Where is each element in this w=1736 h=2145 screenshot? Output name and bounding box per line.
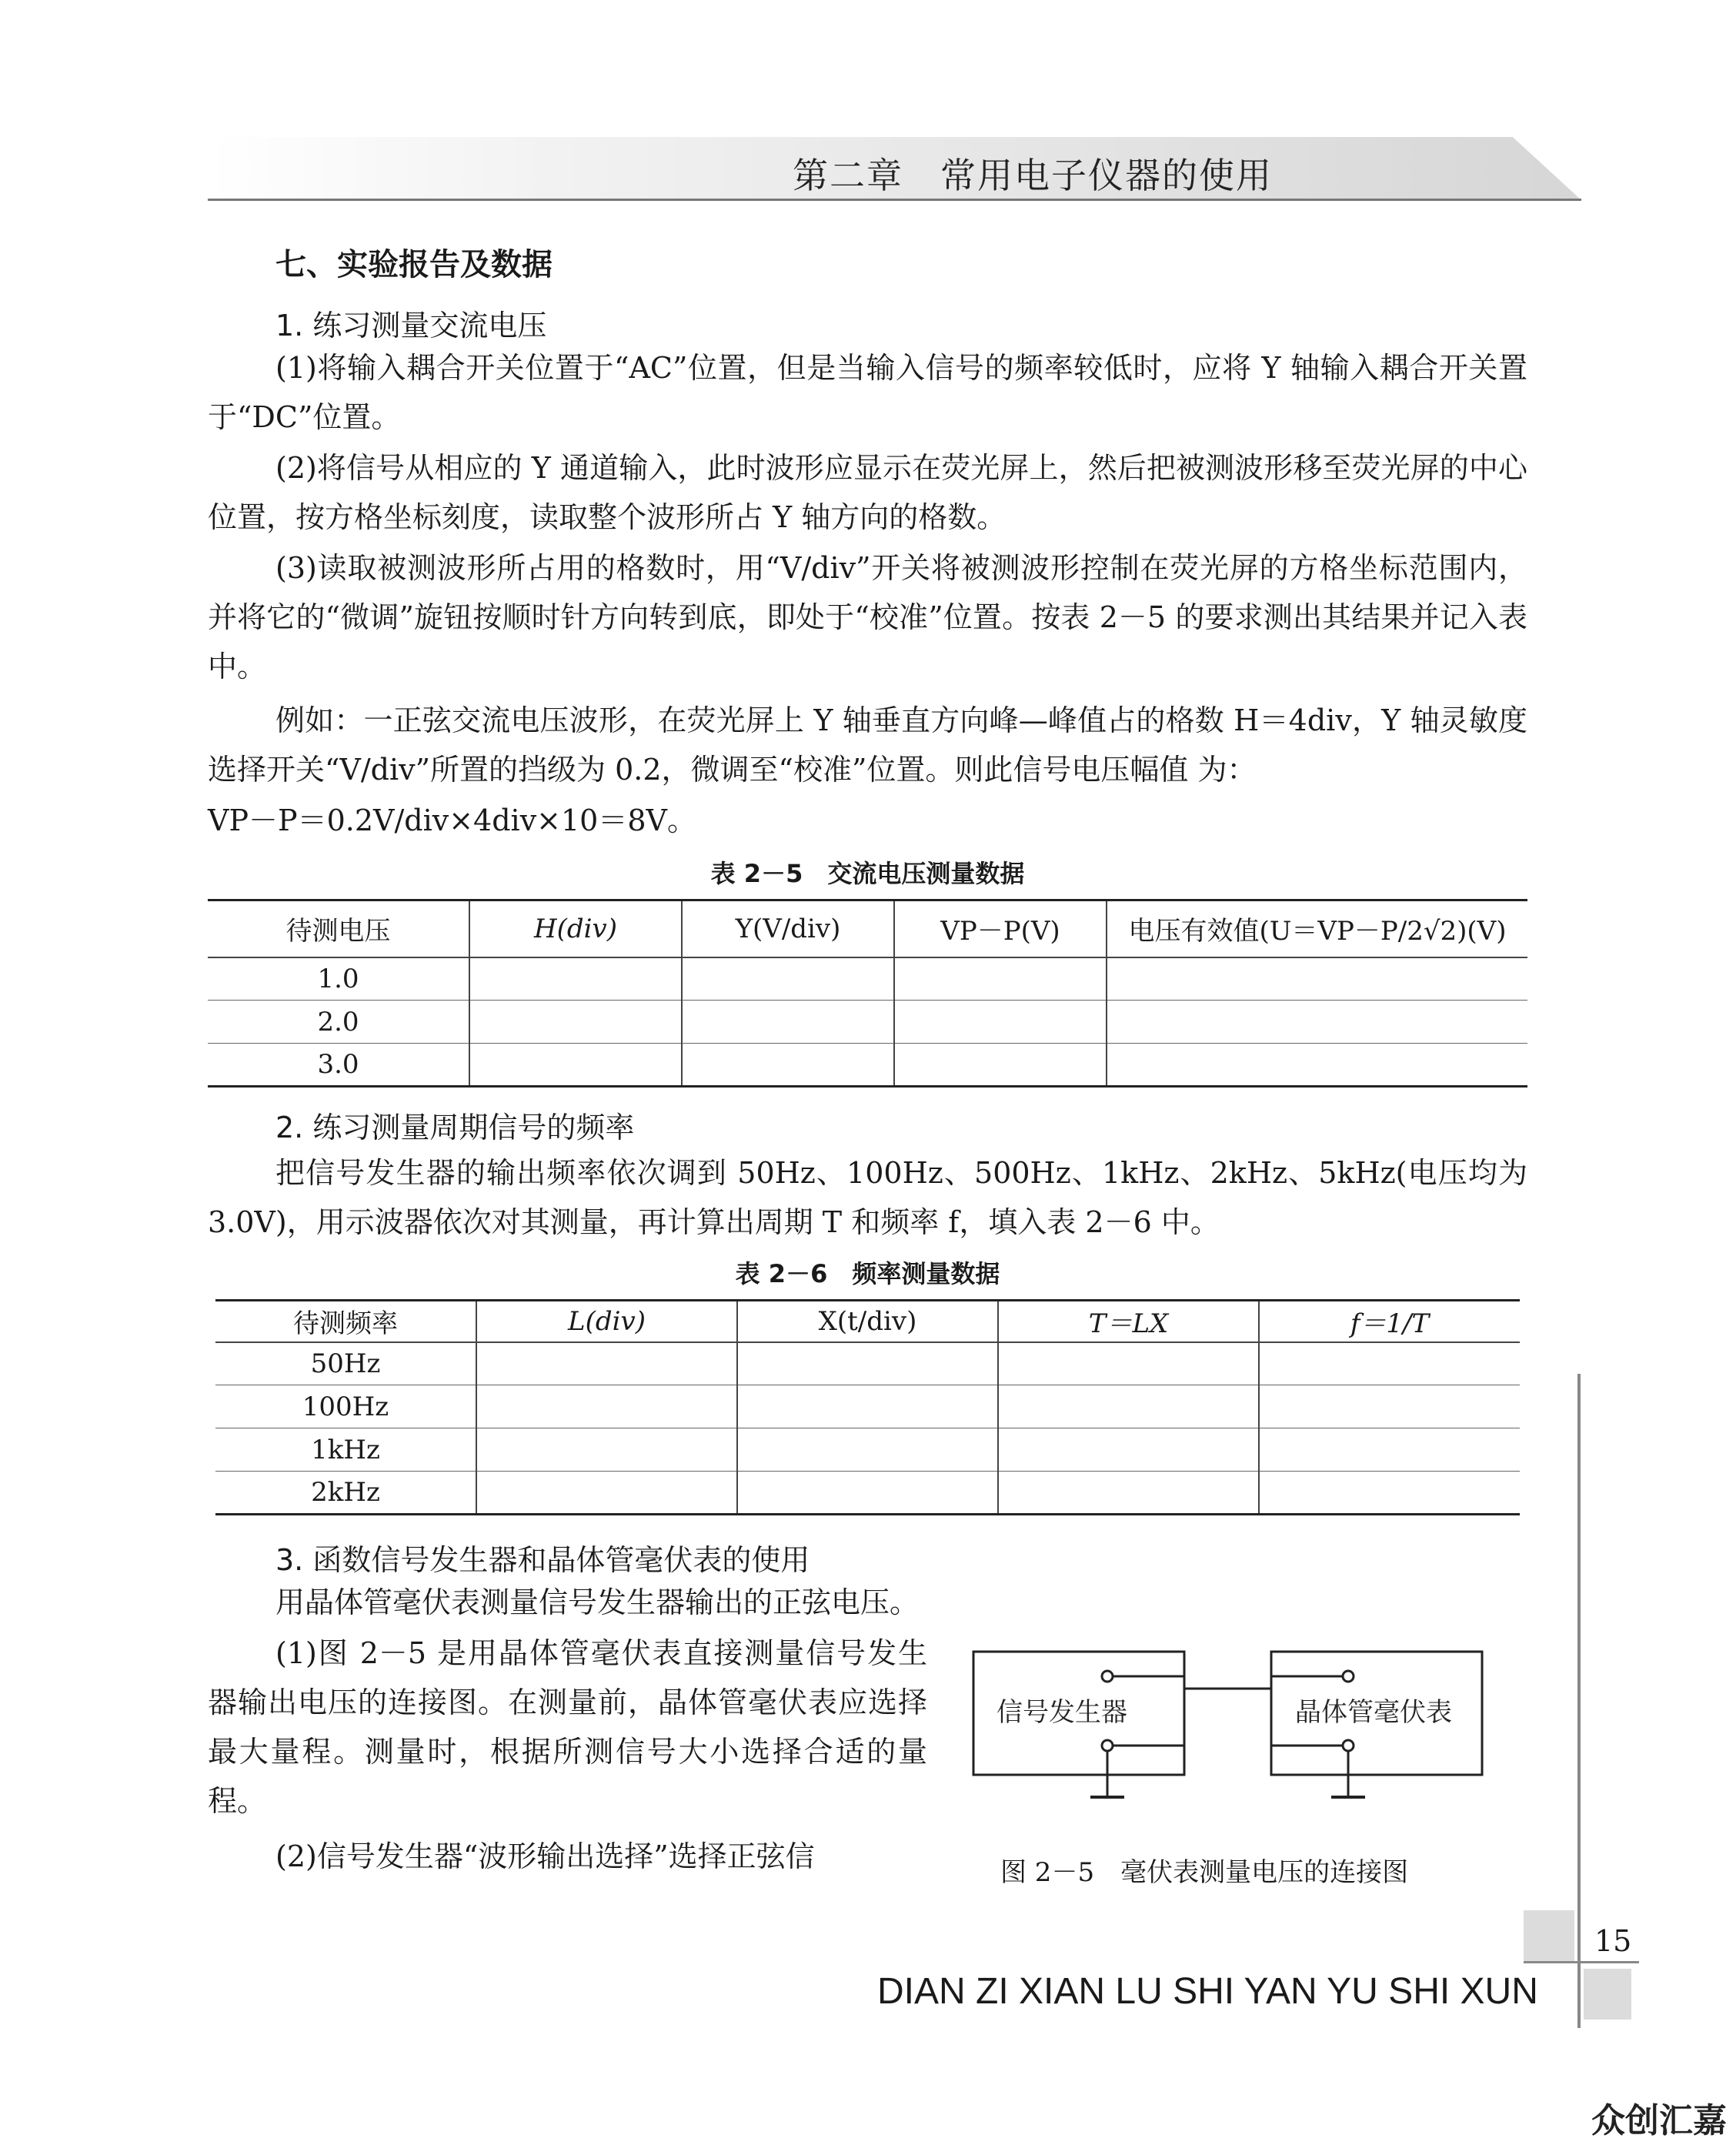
table-cell	[894, 1044, 1107, 1087]
subsection-heading-2: 2. 练习测量周期信号的频率	[275, 1111, 635, 1144]
table-2-6	[215, 1299, 1520, 1515]
table-cell	[476, 1385, 737, 1428]
table-cell	[682, 1001, 894, 1044]
terminal-dot	[1102, 1740, 1113, 1751]
table-2-5	[208, 899, 1527, 1088]
paragraph-2: (2)将信号从相应的 Y 通道输入，此时波形应显示在荧光屏上，然后把被测波形移至荧光屏的中心位置，按方格坐标刻度，读取整个波形所占 Y 轴方向的格数。	[208, 451, 1527, 534]
table-cell	[1107, 1044, 1527, 1087]
terminal-dot	[1343, 1671, 1354, 1682]
table-cell	[476, 1428, 737, 1472]
table-cell	[476, 1342, 737, 1385]
table-cell	[1259, 1428, 1520, 1472]
table-row	[215, 1385, 1520, 1428]
paragraph-3: (3)读取被测波形所占用的格数时，用“V/div”开关将被测波形控制在荧光屏的方格坐标范围内，并将它的“微调”旋钮按顺时针方向转到底，即处于“校准”位置。按表 2－5 的要求测出其结果并记入表中。	[208, 551, 1527, 683]
table-row	[208, 957, 1527, 1001]
table-2-5-caption: 表 2－5 交流电压测量数据	[710, 859, 1025, 888]
table-header-cell: VP－P(V)	[894, 900, 1107, 957]
paragraph-1: (1)将输入耦合开关位置于“AC”位置，但是当输入信号的频率较低时，应将 Y 轴输入耦合开关置于“DC”位置。	[208, 351, 1527, 434]
table-row	[215, 1342, 1520, 1385]
table-header-cell: T＝LX	[998, 1301, 1259, 1342]
table-cell: 100Hz	[215, 1385, 476, 1428]
table-row	[208, 1044, 1527, 1087]
table-cell	[998, 1342, 1259, 1385]
table-cell	[476, 1472, 737, 1515]
table-cell	[998, 1385, 1259, 1428]
footer-rule	[1524, 1961, 1639, 1963]
table-cell	[469, 957, 682, 1001]
section-heading: 七、实验报告及数据	[275, 247, 553, 282]
table-cell	[894, 1001, 1107, 1044]
table-cell	[1107, 957, 1527, 1001]
table-cell: 1.0	[208, 957, 469, 1001]
table-header-cell: 电压有效值(U＝VP－P/2√2)(V)	[1107, 900, 1527, 957]
paragraph-4: 例如：一正弦交流电压波形，在荧光屏上 Y 轴垂直方向峰—峰值占的格数 H＝4div，Y 轴灵敏度选择开关“V/div”所置的挡级为 0.2，微调至“校准”位置。则此信号电压幅值 为：	[208, 703, 1527, 787]
header-rule	[208, 199, 1581, 201]
table-header-cell: 待测电压	[208, 900, 469, 957]
millivoltmeter-label: 晶体管毫伏表	[1295, 1697, 1452, 1728]
terminal-dot	[1102, 1671, 1113, 1682]
table-header-cell: f＝1/T	[1259, 1301, 1520, 1342]
subsection-heading-3: 3. 函数信号发生器和晶体管毫伏表的使用	[275, 1543, 810, 1577]
table-cell: 2kHz	[215, 1472, 476, 1515]
chapter-title: 第二章 常用电子仪器的使用	[793, 155, 1273, 196]
footer-vertical-rule	[1577, 1374, 1581, 2028]
table-row	[208, 1001, 1527, 1044]
table-header-cell: 待测频率	[215, 1301, 476, 1342]
table-cell	[682, 1044, 894, 1087]
figure-caption: 图 2－5 毫伏表测量电压的连接图	[1000, 1857, 1409, 1888]
subsection-heading-1: 1. 练习测量交流电压	[275, 309, 547, 342]
table-row	[215, 1472, 1520, 1515]
table-cell	[737, 1472, 998, 1515]
table-row	[215, 1428, 1520, 1472]
footer-decor-box	[1584, 1969, 1631, 2020]
table-cell	[737, 1342, 998, 1385]
paragraph-5: 把信号发生器的输出频率依次调到 50Hz、100Hz、500Hz、1kHz、2kHz、5kHz(电压均为 3.0V)，用示波器依次对其测量，再计算出周期 T 和频率 f，填入表 2－6 中。	[208, 1156, 1527, 1239]
table-cell	[998, 1472, 1259, 1515]
paragraph-7: (1)图 2－5 是用晶体管毫伏表直接测量信号发生器输出电压的连接图。在测量前，晶体管毫伏表应选择最大量程。测量时，根据所测信号大小选择合适的量程。	[208, 1636, 927, 1818]
signal-generator-label: 信号发生器	[997, 1697, 1127, 1728]
table-cell: 2.0	[208, 1001, 469, 1044]
terminal-dot	[1343, 1740, 1354, 1751]
paragraph-8: (2)信号发生器“波形输出选择”选择正弦信	[275, 1839, 815, 1873]
watermark: 众创汇嘉	[1591, 2101, 1727, 2140]
table-cell	[1259, 1385, 1520, 1428]
table-cell	[894, 957, 1107, 1001]
table-cell	[469, 1001, 682, 1044]
table-2-6-caption: 表 2－6 频率测量数据	[735, 1259, 1000, 1288]
table-cell	[469, 1044, 682, 1087]
paragraph-6: 用晶体管毫伏表测量信号发生器输出的正弦电压。	[275, 1585, 920, 1619]
table-cell	[1107, 1001, 1527, 1044]
table-cell	[737, 1385, 998, 1428]
table-cell	[737, 1428, 998, 1472]
table-cell	[682, 957, 894, 1001]
signal-wire	[1113, 1676, 1343, 1689]
connection-diagram	[966, 1639, 1489, 1855]
table-cell	[1259, 1472, 1520, 1515]
table-cell: 3.0	[208, 1044, 469, 1087]
table-cell: 50Hz	[215, 1342, 476, 1385]
table-cell	[998, 1428, 1259, 1472]
table-header-cell: X(t/div)	[737, 1301, 998, 1342]
formula-vpp: VP－P＝0.2V/div×4div×10＝8V。	[208, 804, 696, 837]
table-header-cell: Y(V/div)	[682, 900, 894, 957]
table-cell	[1259, 1342, 1520, 1385]
table-header-cell: H(div)	[469, 900, 682, 957]
page-number: 15	[1594, 1924, 1632, 1958]
footer-decor-box	[1524, 1910, 1574, 1961]
table-header-cell: L(div)	[476, 1301, 737, 1342]
table-cell: 1kHz	[215, 1428, 476, 1472]
book-title-pinyin: DIAN ZI XIAN LU SHI YAN YU SHI XUN	[877, 1971, 1538, 2012]
